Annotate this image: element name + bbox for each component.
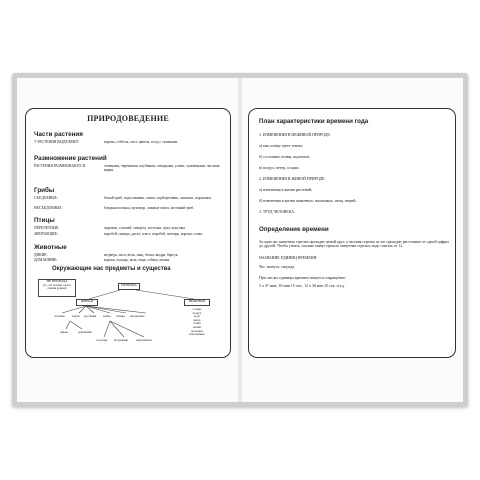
time-title: Определение времени [259, 226, 329, 233]
right-page [242, 78, 463, 402]
plan-line: 2. ИЗМЕНЕНИЯ В ЖИВОЙ ПРИРОДЕ: [259, 177, 326, 181]
plant-kind: перелетные [136, 338, 152, 342]
living-kind: птицы [116, 314, 125, 318]
plant-kind: кочующие [114, 338, 129, 342]
section-heading: Размножение растений [34, 155, 107, 162]
plan-line: 3. ТРУД ЧЕЛОВЕКА. [259, 210, 295, 214]
text-row: ПЕРЕЛЕТНЫЕ: журавль, соловей, скворец, ласточка, грач, кукушка. [34, 226, 186, 230]
left-panel [25, 108, 231, 358]
plant-kind: оседлые [96, 338, 108, 342]
living-kind: рыбы [103, 314, 111, 318]
section-heading: Животные [34, 244, 67, 251]
time-text: За один час минутная стрелка проходит целый круг, а часовая стрелка за час проходит расстояние от одной цифры до другой. Чтобы узнать, сколько минут прошло минутная стрелка, надо считать от 12. [259, 240, 449, 249]
living-kind: человек [54, 314, 65, 318]
plan-title: План характеристики времени года [259, 118, 369, 125]
plan-line: а) изменения в жизни растений; [259, 188, 312, 192]
left-page [17, 78, 238, 402]
plan-line: в) воздух, ветер, осадки. [259, 166, 300, 170]
nature-box: ПРИРОДА [118, 283, 140, 290]
wild-label: дикие [60, 330, 68, 334]
domestic-label: домашние [78, 330, 92, 334]
plan-line: 1. ИЗМЕНЕНИЯ В НЕЖИВОЙ ПРИРОДЕ: [259, 133, 331, 137]
plan-line: б) изменения в жизни животных: насекомых, птиц, зверей. [259, 199, 357, 203]
diagram-heading: Окружающие нас предметы и существа [52, 266, 171, 272]
text-row: РАСТЕНИЯ РАЗМНОЖАЮТСЯ семенами, черенками, клубнями, отводками, усами, луковицами, частями корня. [34, 164, 220, 173]
units-title: НАЗВАНИЕ ЕДИНИЦ ВРЕМЕНИ [259, 256, 317, 260]
abbr-text: 5 ч 47 мин; 10 мин 15 сек.; 12 ч 30 мин 10 сек. и т.д. [259, 284, 345, 288]
right-panel [248, 108, 456, 358]
living-kind: звери [72, 314, 80, 318]
section-heading: Части растения [34, 131, 83, 138]
text-row: НЕСЪЕДОБНЫЕ: бледная поганка, мухомор, ложные опята, желчный гриб. [34, 206, 195, 210]
text-row: ДОМАШНИЕ: корова, лошадь, коза, овца, собака, кошка. [34, 258, 171, 262]
text-row: У РАСТЕНИЯ ВЫДЕЛЯЮТ корень, стебель, лист, цветок, плод с семенами. [34, 140, 179, 144]
living-kind: насекомые [130, 314, 145, 318]
nonliving-list: солнце воздух вода ветер почва камни полезные ископаемые [186, 308, 208, 346]
nature-diagram [34, 277, 226, 353]
nonliving-box: НЕЖИВАЯ [184, 299, 210, 306]
units-text: Час, минута, секунда. [259, 265, 295, 269]
living-box: ЖИВАЯ [76, 299, 98, 306]
text-row: СЪЕДОБНЫЕ: белый гриб, подосиновик, опята, подберезовик, лисички, сыроежки. [34, 196, 212, 200]
not-nature-box: НЕ ПРИРОДА (то, что человек сделал своими руками) [38, 279, 76, 297]
text-row: ДИКИЕ: медведь, лиса, волк, заяц, белка, выдра, барсук. [34, 253, 179, 257]
plan-line: б) состояние почвы, водоемов; [259, 155, 310, 159]
section-heading: Грибы [34, 187, 55, 194]
page-title: ПРИРОДОВЕДЕНИЕ [87, 114, 169, 123]
section-heading: Птицы [34, 217, 55, 224]
text-row: ЗИМУЮЩИЕ: воробей, синица, дятел, клест, воробей, снегирь, ворона, галка. [34, 232, 203, 236]
living-kind: растения [84, 314, 97, 318]
plan-line: а) как солнце греет землю; [259, 144, 304, 148]
abbr-title: При числах единицы времени пишутся сокращённо: [259, 276, 347, 280]
